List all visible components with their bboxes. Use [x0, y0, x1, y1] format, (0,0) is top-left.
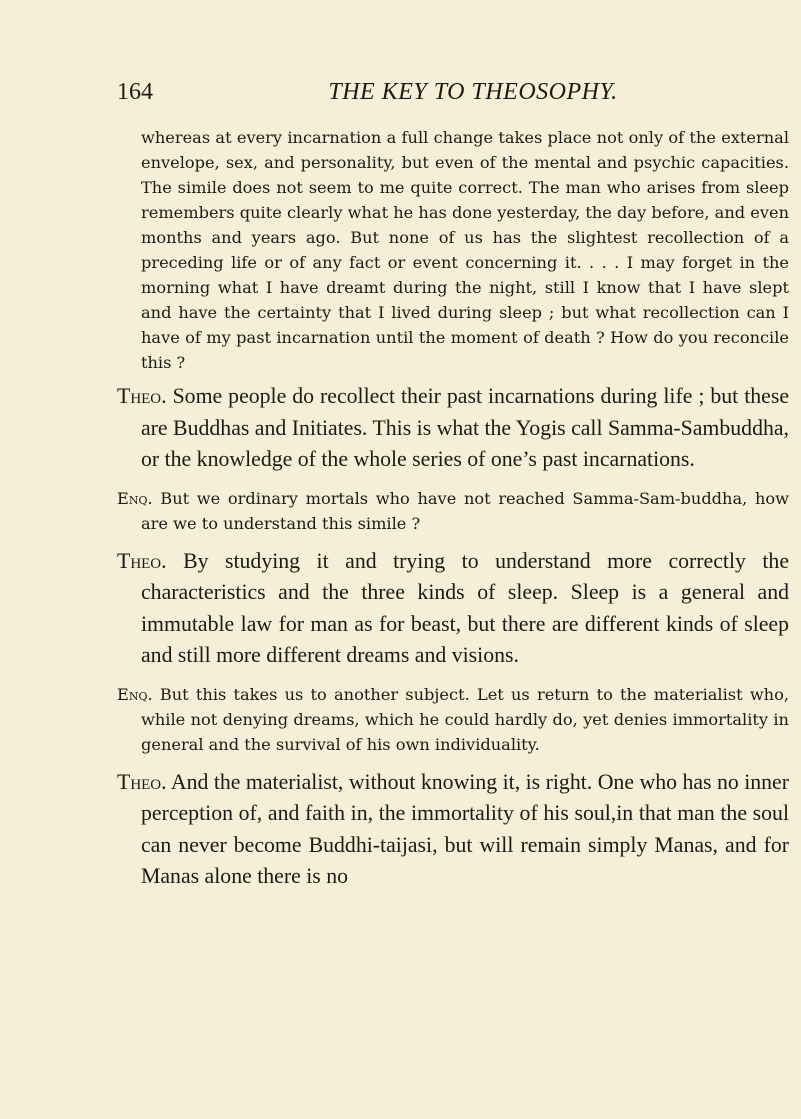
paragraph-enq: [117, 682, 789, 757]
page-number: 164: [117, 79, 153, 105]
paragraph-text: And the materialist, without knowing it, is right. One who has no inner perception of, and faith in, the immortality of his soul,in that man the soul can never become Buddhi-taijasi, but will remain simply Manas, and for Manas alone there is no: [141, 769, 789, 888]
speaker-label: Enq.: [117, 684, 153, 704]
paragraph-enquirer-continued: [117, 125, 789, 375]
page-body: [117, 125, 789, 893]
paragraph-text: Some people do recollect their past incarnations during life ; but these are Buddhas and Initiates. This is what the Yogis call Samma-Sambuddha, or the knowledge of the whole series of one’s past incarnations.: [141, 384, 789, 471]
paragraph-text: whereas at every incarnation a full change takes place not only of the external envelope, sex, and personality, but even of the mental and psychic capacities. The simile does not seem to me quite correct. The man who arises from sleep remembers quite clearly what he has done yesterday, the day before, and even months and years ago. But none of us has the slightest recollection of a preceding life or of any fact or event concerning it. . . . I may forget in the morning what I have dreamt during the night, still I know that I have slept and have the certainty that I lived during sleep ; but what recollection can I have of my past incarnation until the moment of death ? How do you reconcile this ?: [141, 128, 789, 372]
speaker-label: Theo.: [117, 548, 167, 573]
paragraph-enq: [117, 486, 789, 536]
paragraph-theo: [117, 767, 789, 893]
speaker-label: Theo.: [117, 384, 167, 408]
paragraph-theo: [117, 546, 789, 672]
speaker-label: Theo.: [117, 769, 167, 794]
paragraph-text: But we ordinary mortals who have not reached Samma-Sam-buddha, how are we to understand this simile ?: [141, 488, 789, 533]
running-title: THE KEY TO THEOSOPHY.: [328, 79, 618, 105]
speaker-label: Enq.: [117, 488, 153, 508]
paragraph-theo: [117, 381, 789, 476]
page-header: [117, 79, 789, 113]
paragraph-text: By studying it and trying to understand more correctly the characteristics and the three kinds of sleep. Sleep is a general and immutable law for man as for beast, but there are different kinds of sleep and still more different dreams and visions.: [141, 548, 790, 667]
paragraph-text: But this takes us to another subject. Let us return to the materialist who, while not denying dreams, which he could hardly do, yet denies immortality in general and the survival of his own individuality.: [141, 684, 789, 754]
